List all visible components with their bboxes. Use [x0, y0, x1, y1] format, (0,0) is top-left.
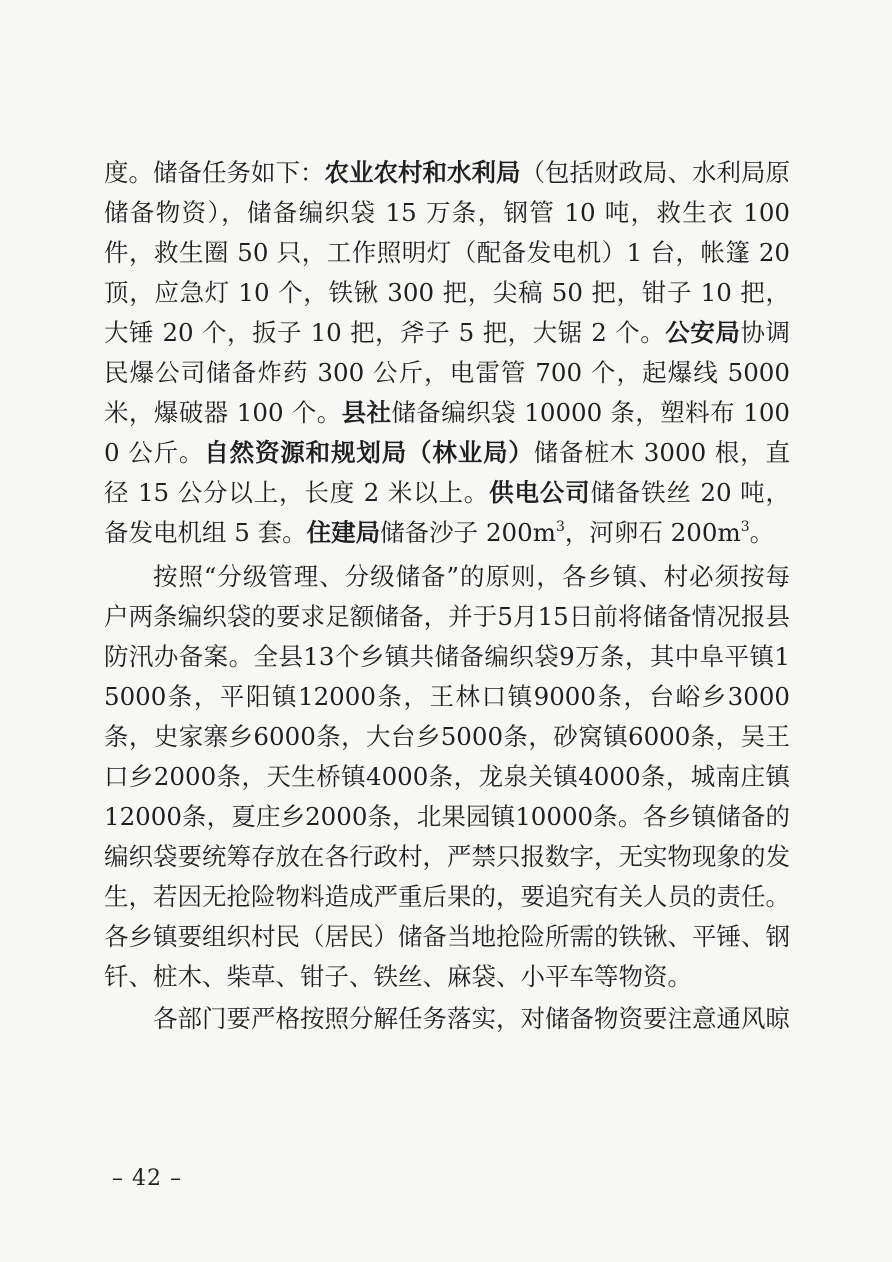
document-body: [104, 153, 790, 1039]
text-segment: 度。储备任务如下：: [104, 158, 325, 187]
superscript-cubic: 3: [555, 519, 565, 535]
bold-department-power-company: 供电公司: [489, 478, 591, 507]
text-segment: （包括财政局、水利局原储备物资），储备编织袋 15 万条，钢管 10 吨，救生衣 100 件，救生圈 50 只，工作照明灯（配备发电机）1 台，帐篷 20 顶，应急灯 10 个，铁锹 300 把，尖稿 50 把，钳子 10 把，大锤 20 个，扳子 10 把，斧子 5 把，大锯 2 个。: [104, 158, 790, 347]
bold-department-county-coop: 县社: [341, 398, 392, 427]
superscript-cubic: 3: [740, 519, 750, 535]
paragraph-storage-tasks: [104, 153, 790, 553]
bold-department-agriculture: 农业农村和水利局: [324, 158, 521, 187]
paragraph-department-implementation: 各部门要严格按照分解任务落实，对储备物资要注意通风晾: [153, 1004, 790, 1033]
bold-department-natural-resources: 自然资源和规划局（林业局）: [204, 438, 534, 467]
text-segment: 储备编织袋 10000 条，塑料布 1000 公斤。: [104, 398, 790, 467]
text-segment: ，河卵石 200m: [564, 518, 741, 547]
text-segment: 。: [749, 518, 775, 547]
bold-department-housing: 住建局: [306, 518, 381, 547]
bold-department-police: 公安局: [665, 318, 741, 347]
text-segment: 储备沙子 200m: [380, 518, 556, 547]
text-segment: 储备铁丝 20 吨，备发电机组 5 套。: [104, 478, 790, 547]
text-segment: 储备桩木 3000 根，直径 15 公分以上，长度 2 米以上。: [104, 438, 790, 507]
page-number: – 42 –: [112, 1166, 182, 1191]
text-segment: 协调民爆公司储备炸药 300 公斤，电雷管 700 个，起爆线 5000 米，爆破器 100 个。: [104, 318, 791, 427]
paragraph-township-storage: 按照“分级管理、分级储备”的原则，各乡镇、村必须按每户两条编织袋的要求足额储备，并于5月15日前将储备情况报县防汛办备案。全县13个乡镇共储备编织袋9万条，其中阜平镇15000条，平阳镇12000条，王林口镇9000条，台峪乡3000条，史家寨乡6000条，大台乡5000条，砂窝镇6000条，吴王口乡2000条，天生桥镇4000条，龙泉关镇4000条，城南庄镇12000条，夏庄乡2000条，北果园镇10000条。各乡镇储备的编织袋要统筹存放在各行政村，严禁只报数字，无实物现象的发生，若因无抢险物料造成严重后果的，要追究有关人员的责任。各乡镇要组织村民（居民）储备当地抢险所需的铁锹、平锤、钢钎、桩木、柴草、钳子、铁丝、麻袋、小平车等物资。: [104, 562, 790, 991]
